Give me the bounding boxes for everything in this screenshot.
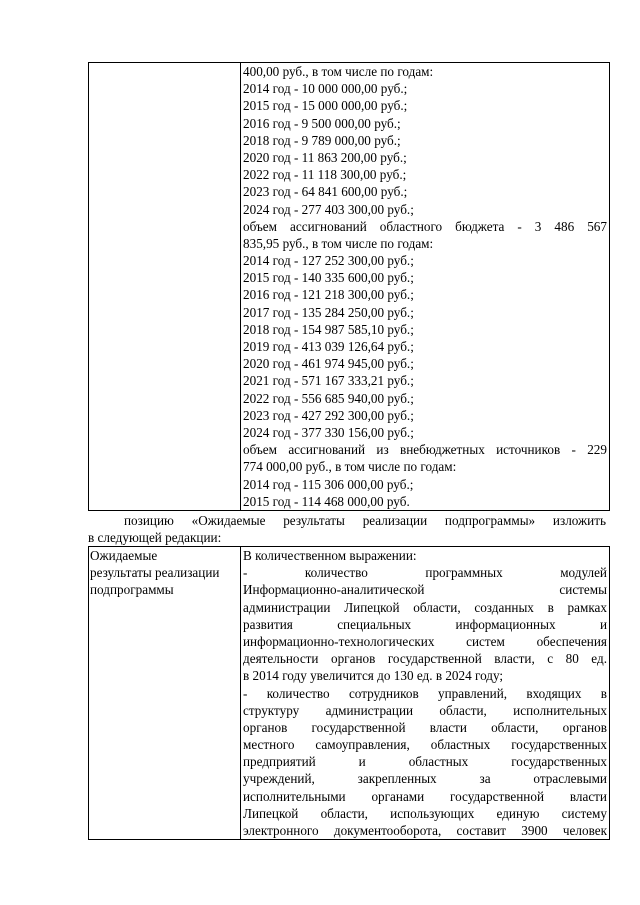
label-line: результаты реализации (90, 565, 220, 580)
paragraph-line: в следующей редакции: (88, 530, 222, 545)
text-line: деятельности органов государственной власти, с 80 ед. (243, 651, 607, 667)
label-line: Ожидаемые (90, 548, 158, 563)
text-line: 400,00 руб., в том числе по годам: (243, 64, 434, 79)
expected-results-lines (243, 547, 607, 839)
text-line: 2020 год - 11 863 200,00 руб.; (243, 149, 407, 165)
instruction-paragraph (88, 512, 606, 546)
text-line: 2019 год - 413 039 126,64 руб.; (243, 339, 414, 354)
text-line: 2014 год - 127 252 300,00 руб.; (243, 253, 414, 269)
text-line: 2015 год - 15 000 000,00 руб.; (243, 98, 408, 114)
text-line: 2016 год - 9 500 000,00 руб.; (243, 115, 401, 131)
paragraph-line: позицию «Ожидаемые результаты реализации подпрограммы» изложить (124, 513, 606, 528)
text-line: объем ассигнований из внебюджетных источников - 229 (243, 442, 607, 458)
text-line: 2018 год - 9 789 000,00 руб.; (243, 132, 401, 148)
text-line: Липецкой области, использующих единую систему (243, 805, 607, 821)
text-line: структуру администрации области, исполнительных (243, 702, 607, 718)
text-line: электронного документооборота, составит 3900 человек (243, 823, 607, 838)
text-line: - количество программных модулей (243, 565, 607, 581)
table-row (89, 547, 610, 840)
funding-details-cell (241, 63, 610, 511)
text-line: 2023 год - 64 841 600,00 руб.; (243, 184, 408, 200)
text-line: 2014 год - 10 000 000,00 руб.; (243, 81, 408, 97)
text-line: 2023 год - 427 292 300,00 руб.; (243, 407, 414, 423)
expected-results-label-cell (89, 547, 241, 840)
text-line: 2021 год - 571 167 333,21 руб.; (243, 373, 414, 389)
text-line: 2015 год - 140 335 600,00 руб.; (243, 270, 414, 286)
text-line: 2015 год - 114 468 000,00 руб. (243, 493, 410, 509)
text-line: предприятий и областных государственных (243, 754, 607, 770)
text-line: 2017 год - 135 284 250,00 руб.; (243, 304, 414, 320)
funding-lines (243, 63, 607, 510)
text-line: 774 000,00 руб., в том числе по годам: (243, 459, 457, 475)
text-line: В количественном выражении: (243, 548, 417, 563)
expected-results-table (88, 546, 610, 840)
text-line: Информационно-аналитической системы (243, 582, 607, 598)
text-line: 2022 год - 556 685 940,00 руб.; (243, 390, 414, 406)
text-line: 2020 год - 461 974 945,00 руб.; (243, 356, 414, 372)
text-line: 2022 год - 11 118 300,00 руб.; (243, 167, 407, 183)
text-line: учреждений, закрепленных за отраслевыми (243, 771, 607, 787)
text-line: исполнительными органами государственной власти (243, 788, 607, 804)
text-line: администрации Липецкой области, созданных в рамках (243, 599, 607, 615)
text-line: - количество сотрудников управлений, входящих в (243, 685, 607, 701)
text-line: местного самоуправления, областных государственных (243, 737, 607, 753)
text-line: развития специальных информационных и (243, 616, 607, 632)
text-line: 2024 год - 377 330 156,00 руб.; (243, 424, 414, 440)
text-line: 835,95 руб., в том числе по годам: (243, 235, 434, 251)
expected-results-details-cell (241, 547, 610, 840)
text-line: 2016 год - 121 218 300,00 руб.; (243, 287, 414, 303)
text-line: объем ассигнований областного бюджета - 3 486 567 (243, 218, 607, 234)
table-row (89, 63, 610, 511)
text-line: органов государственной власти области, органов (243, 719, 607, 735)
text-line: 2024 год - 277 403 300,00 руб.; (243, 201, 414, 217)
text-line: 2018 год - 154 987 585,10 руб.; (243, 321, 414, 337)
text-line: информационно-технологических систем обеспечения (243, 633, 607, 649)
funding-table (88, 62, 610, 511)
text-line: 2014 год - 115 306 000,00 руб.; (243, 476, 414, 492)
text-line: в 2014 году увеличится до 130 ед. в 2024 году; (243, 668, 504, 684)
funding-label-cell (89, 63, 241, 511)
label-line: подпрограммы (90, 582, 174, 597)
